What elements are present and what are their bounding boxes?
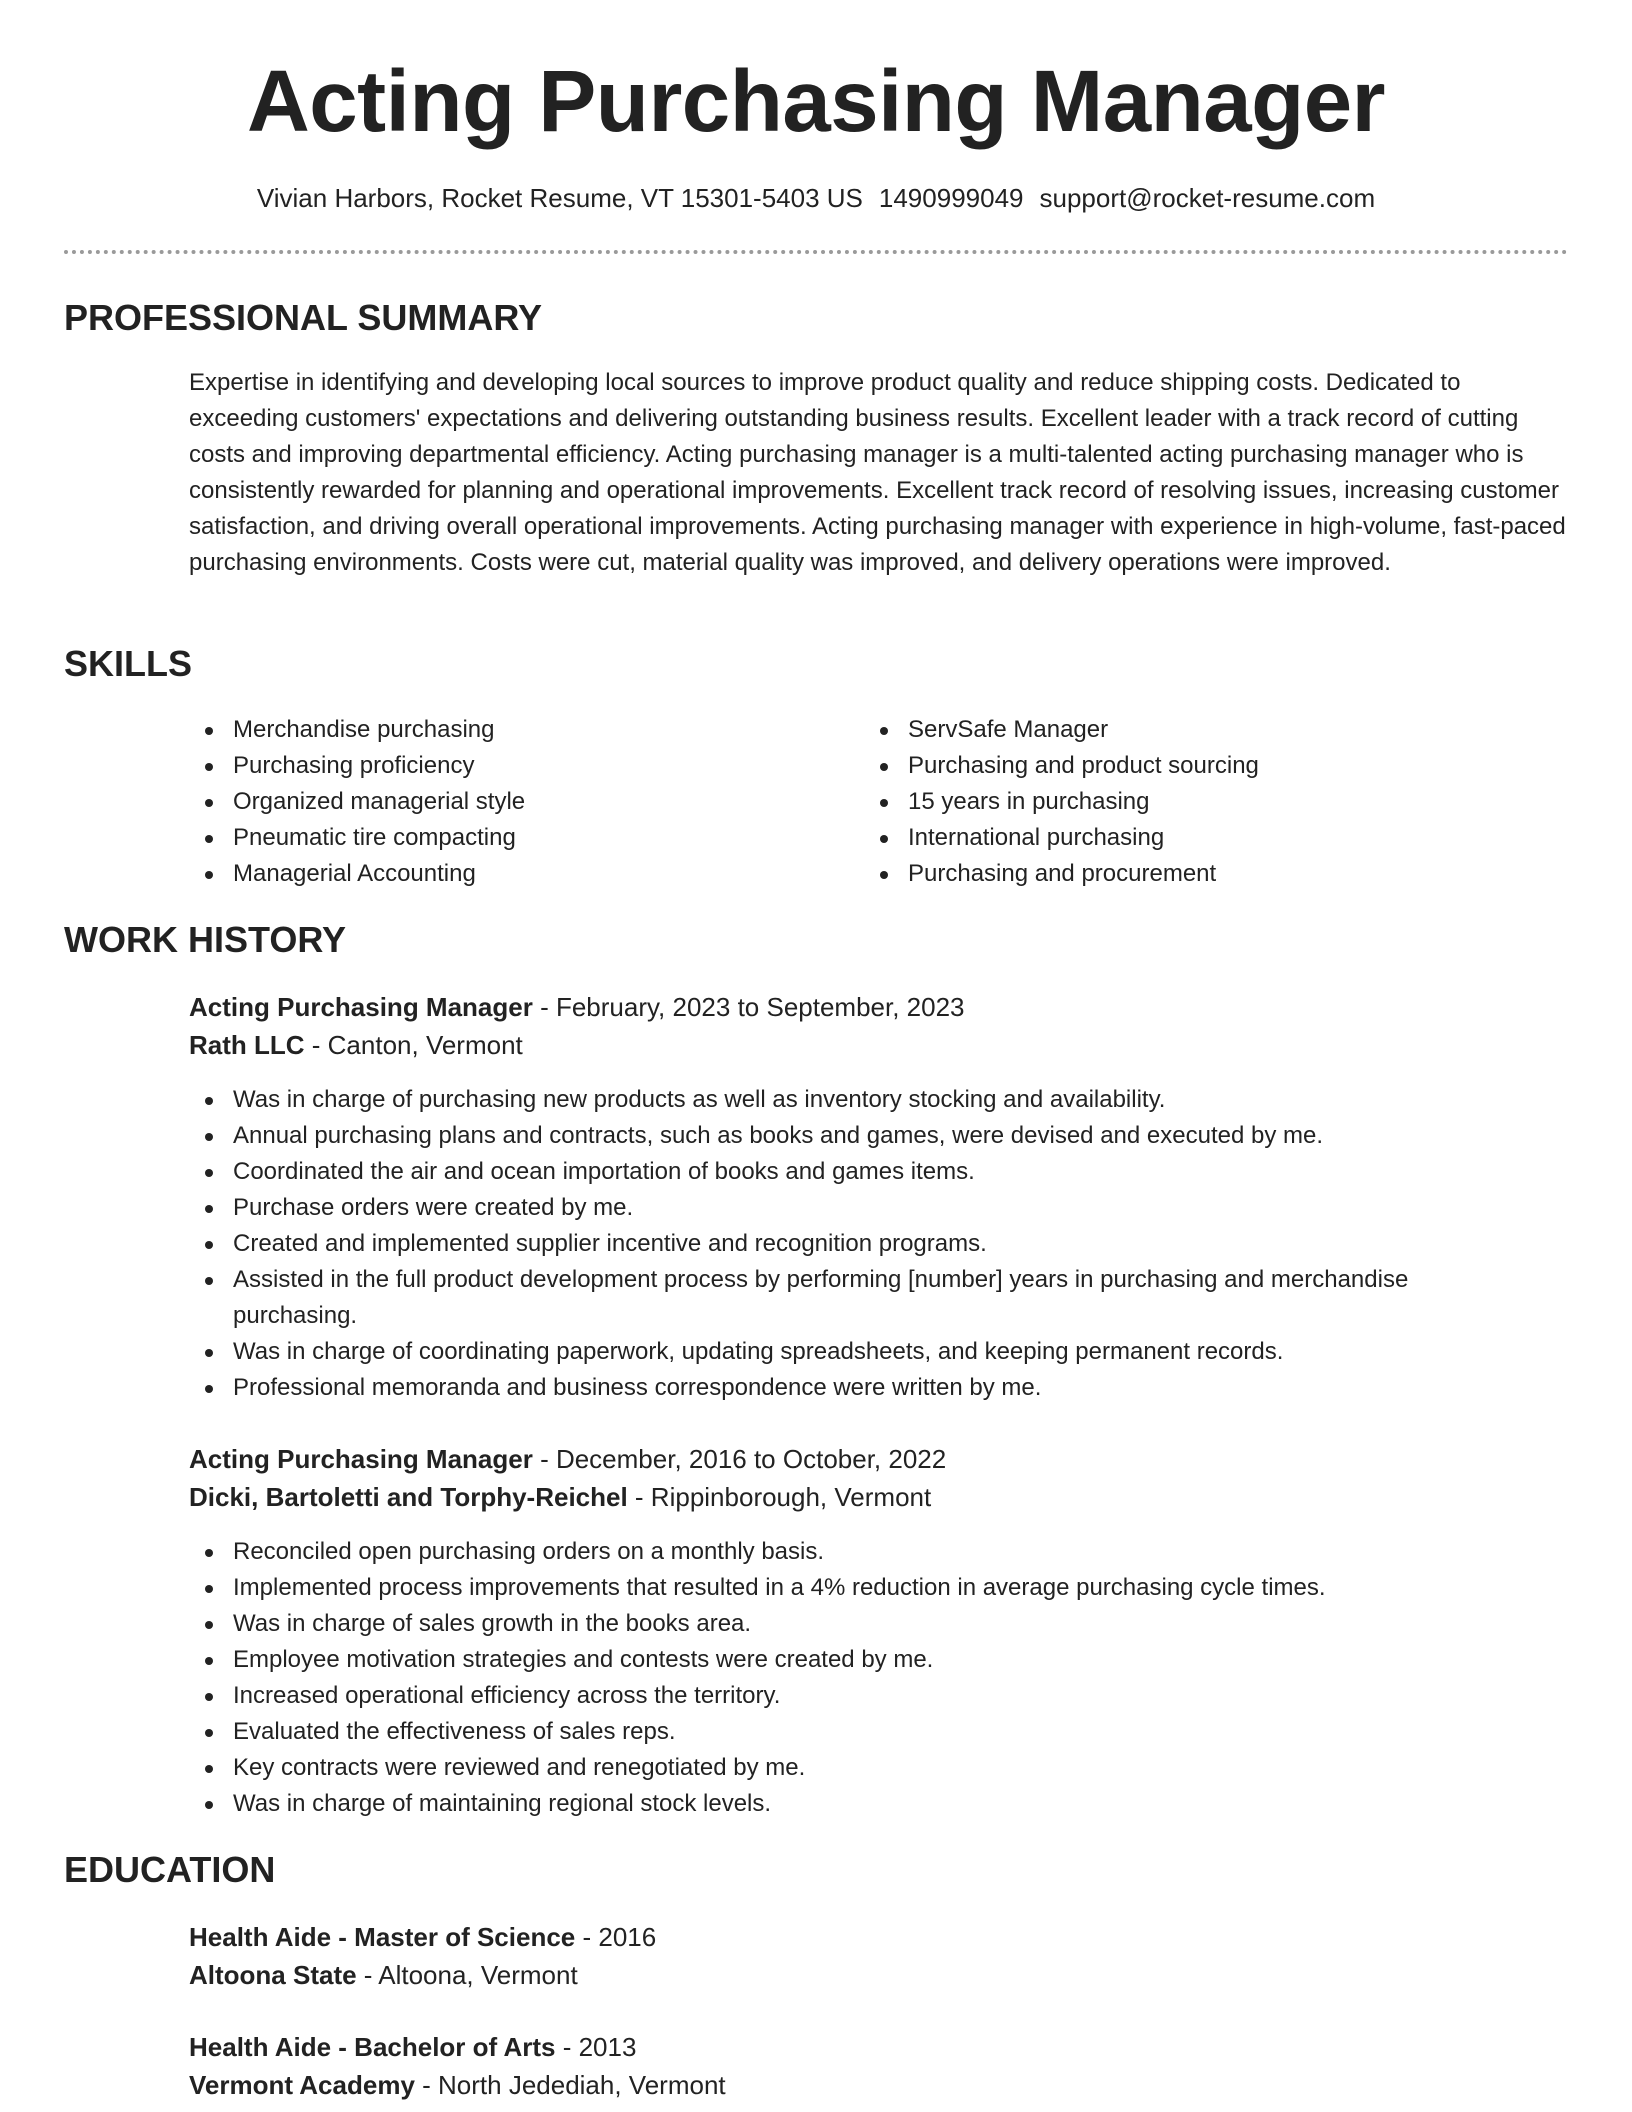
skill-item: Purchasing and procurement <box>864 856 1564 892</box>
job-title-line <box>189 988 1569 1026</box>
job-location: - Canton, Vermont <box>304 1030 523 1060</box>
list-item: Was in charge of coordinating paperwork, updating spreadsheets, and keeping permanent records. <box>189 1334 1489 1370</box>
skills-heading: SKILLS <box>64 643 193 684</box>
education-heading: EDUCATION <box>64 1849 276 1890</box>
education-school-line <box>189 1956 1569 1994</box>
skills-list-left <box>189 712 829 892</box>
job-title-line <box>189 1440 1569 1478</box>
education-location: - Altoona, Vermont <box>356 1960 578 1990</box>
skills-list-right <box>864 712 1564 892</box>
list-item: Assisted in the full product development process by performing [number] years in purchasing and merchandise purchasing. <box>189 1262 1489 1334</box>
education-degree: Health Aide - Master of Science <box>189 1922 576 1952</box>
list-item: Coordinated the air and ocean importation of books and games items. <box>189 1154 1489 1190</box>
contact-address: Vivian Harbors, Rocket Resume, VT 15301-5403 US <box>256 183 863 213</box>
list-item: Purchase orders were created by me. <box>189 1190 1489 1226</box>
work-heading: WORK HISTORY <box>64 919 347 960</box>
job-bullets <box>189 1534 1489 1822</box>
job-role: Acting Purchasing Manager <box>189 1444 533 1474</box>
skill-item: International purchasing <box>864 820 1564 856</box>
list-item: Annual purchasing plans and contracts, such as books and games, were devised and executed by me. <box>189 1118 1489 1154</box>
job-company-line <box>189 1478 1569 1516</box>
job-company-line <box>189 1026 1569 1064</box>
job-location: - Rippinborough, Vermont <box>627 1482 932 1512</box>
job-dates: - December, 2016 to October, 2022 <box>532 1444 947 1474</box>
summary-text: Expertise in identifying and developing local sources to improve product quality and reduce shipping costs. Dedicated to exceeding customers' expectations and delivering outstanding business results. Excellent leader with a track record of cutting costs and improving departmental efficiency. Acting purchasing manager is a multi-talented acting purchasing manager who is consistently rewarded for planning and operational improvements. Excellent track record of resolving issues, increasing customer satisfaction, and driving overall operational improvements. Acting purchasing manager with experience in high-volume, fast-paced purchasing environments. Costs were cut, material quality was improved, and delivery operations were improved. <box>189 369 1566 576</box>
education-school: Vermont Academy <box>189 2070 415 2100</box>
skill-item: Purchasing proficiency <box>189 748 829 784</box>
list-item: Key contracts were reviewed and renegotiated by me. <box>189 1750 1489 1786</box>
job-company: Rath LLC <box>189 1030 305 1060</box>
header-divider <box>64 250 1568 254</box>
list-item: Was in charge of sales growth in the books area. <box>189 1606 1489 1642</box>
list-item: Evaluated the effectiveness of sales reps. <box>189 1714 1489 1750</box>
list-item: Created and implemented supplier incentive and recognition programs. <box>189 1226 1489 1262</box>
education-degree-line <box>189 2028 1569 2066</box>
list-item: Employee motivation strategies and contests were created by me. <box>189 1642 1489 1678</box>
skill-item: ServSafe Manager <box>864 712 1564 748</box>
job-role: Acting Purchasing Manager <box>189 992 533 1022</box>
job-dates: - February, 2023 to September, 2023 <box>532 992 965 1022</box>
education-year: - 2013 <box>555 2032 637 2062</box>
job-company: Dicki, Bartoletti and Torphy-Reichel <box>189 1482 628 1512</box>
education-year: - 2016 <box>575 1922 657 1952</box>
education-location: - North Jedediah, Vermont <box>414 2070 726 2100</box>
education-degree: Health Aide - Bachelor of Arts <box>189 2032 556 2062</box>
education-school-line <box>189 2066 1569 2104</box>
contact-phone: 1490999049 <box>878 183 1024 213</box>
skill-item: Managerial Accounting <box>189 856 829 892</box>
education-school: Altoona State <box>189 1960 357 1990</box>
contact-line <box>0 180 1632 216</box>
list-item: Was in charge of maintaining regional stock levels. <box>189 1786 1489 1822</box>
skill-item: Purchasing and product sourcing <box>864 748 1564 784</box>
summary-heading: PROFESSIONAL SUMMARY <box>64 297 543 338</box>
skill-item: Organized managerial style <box>189 784 829 820</box>
skill-item: Pneumatic tire compacting <box>189 820 829 856</box>
list-item: Was in charge of purchasing new products as well as inventory stocking and availability. <box>189 1082 1489 1118</box>
list-item: Professional memoranda and business correspondence were written by me. <box>189 1370 1489 1406</box>
skill-item: Merchandise purchasing <box>189 712 829 748</box>
list-item: Implemented process improvements that resulted in a 4% reduction in average purchasing cycle times. <box>189 1570 1489 1606</box>
list-item: Reconciled open purchasing orders on a monthly basis. <box>189 1534 1489 1570</box>
skill-item: 15 years in purchasing <box>864 784 1564 820</box>
resume-name: Acting Purchasing Manager <box>246 53 1386 150</box>
education-degree-line <box>189 1918 1569 1956</box>
contact-email[interactable]: support@rocket-resume.com <box>1039 183 1376 213</box>
list-item: Increased operational efficiency across the territory. <box>189 1678 1489 1714</box>
job-bullets <box>189 1082 1489 1406</box>
